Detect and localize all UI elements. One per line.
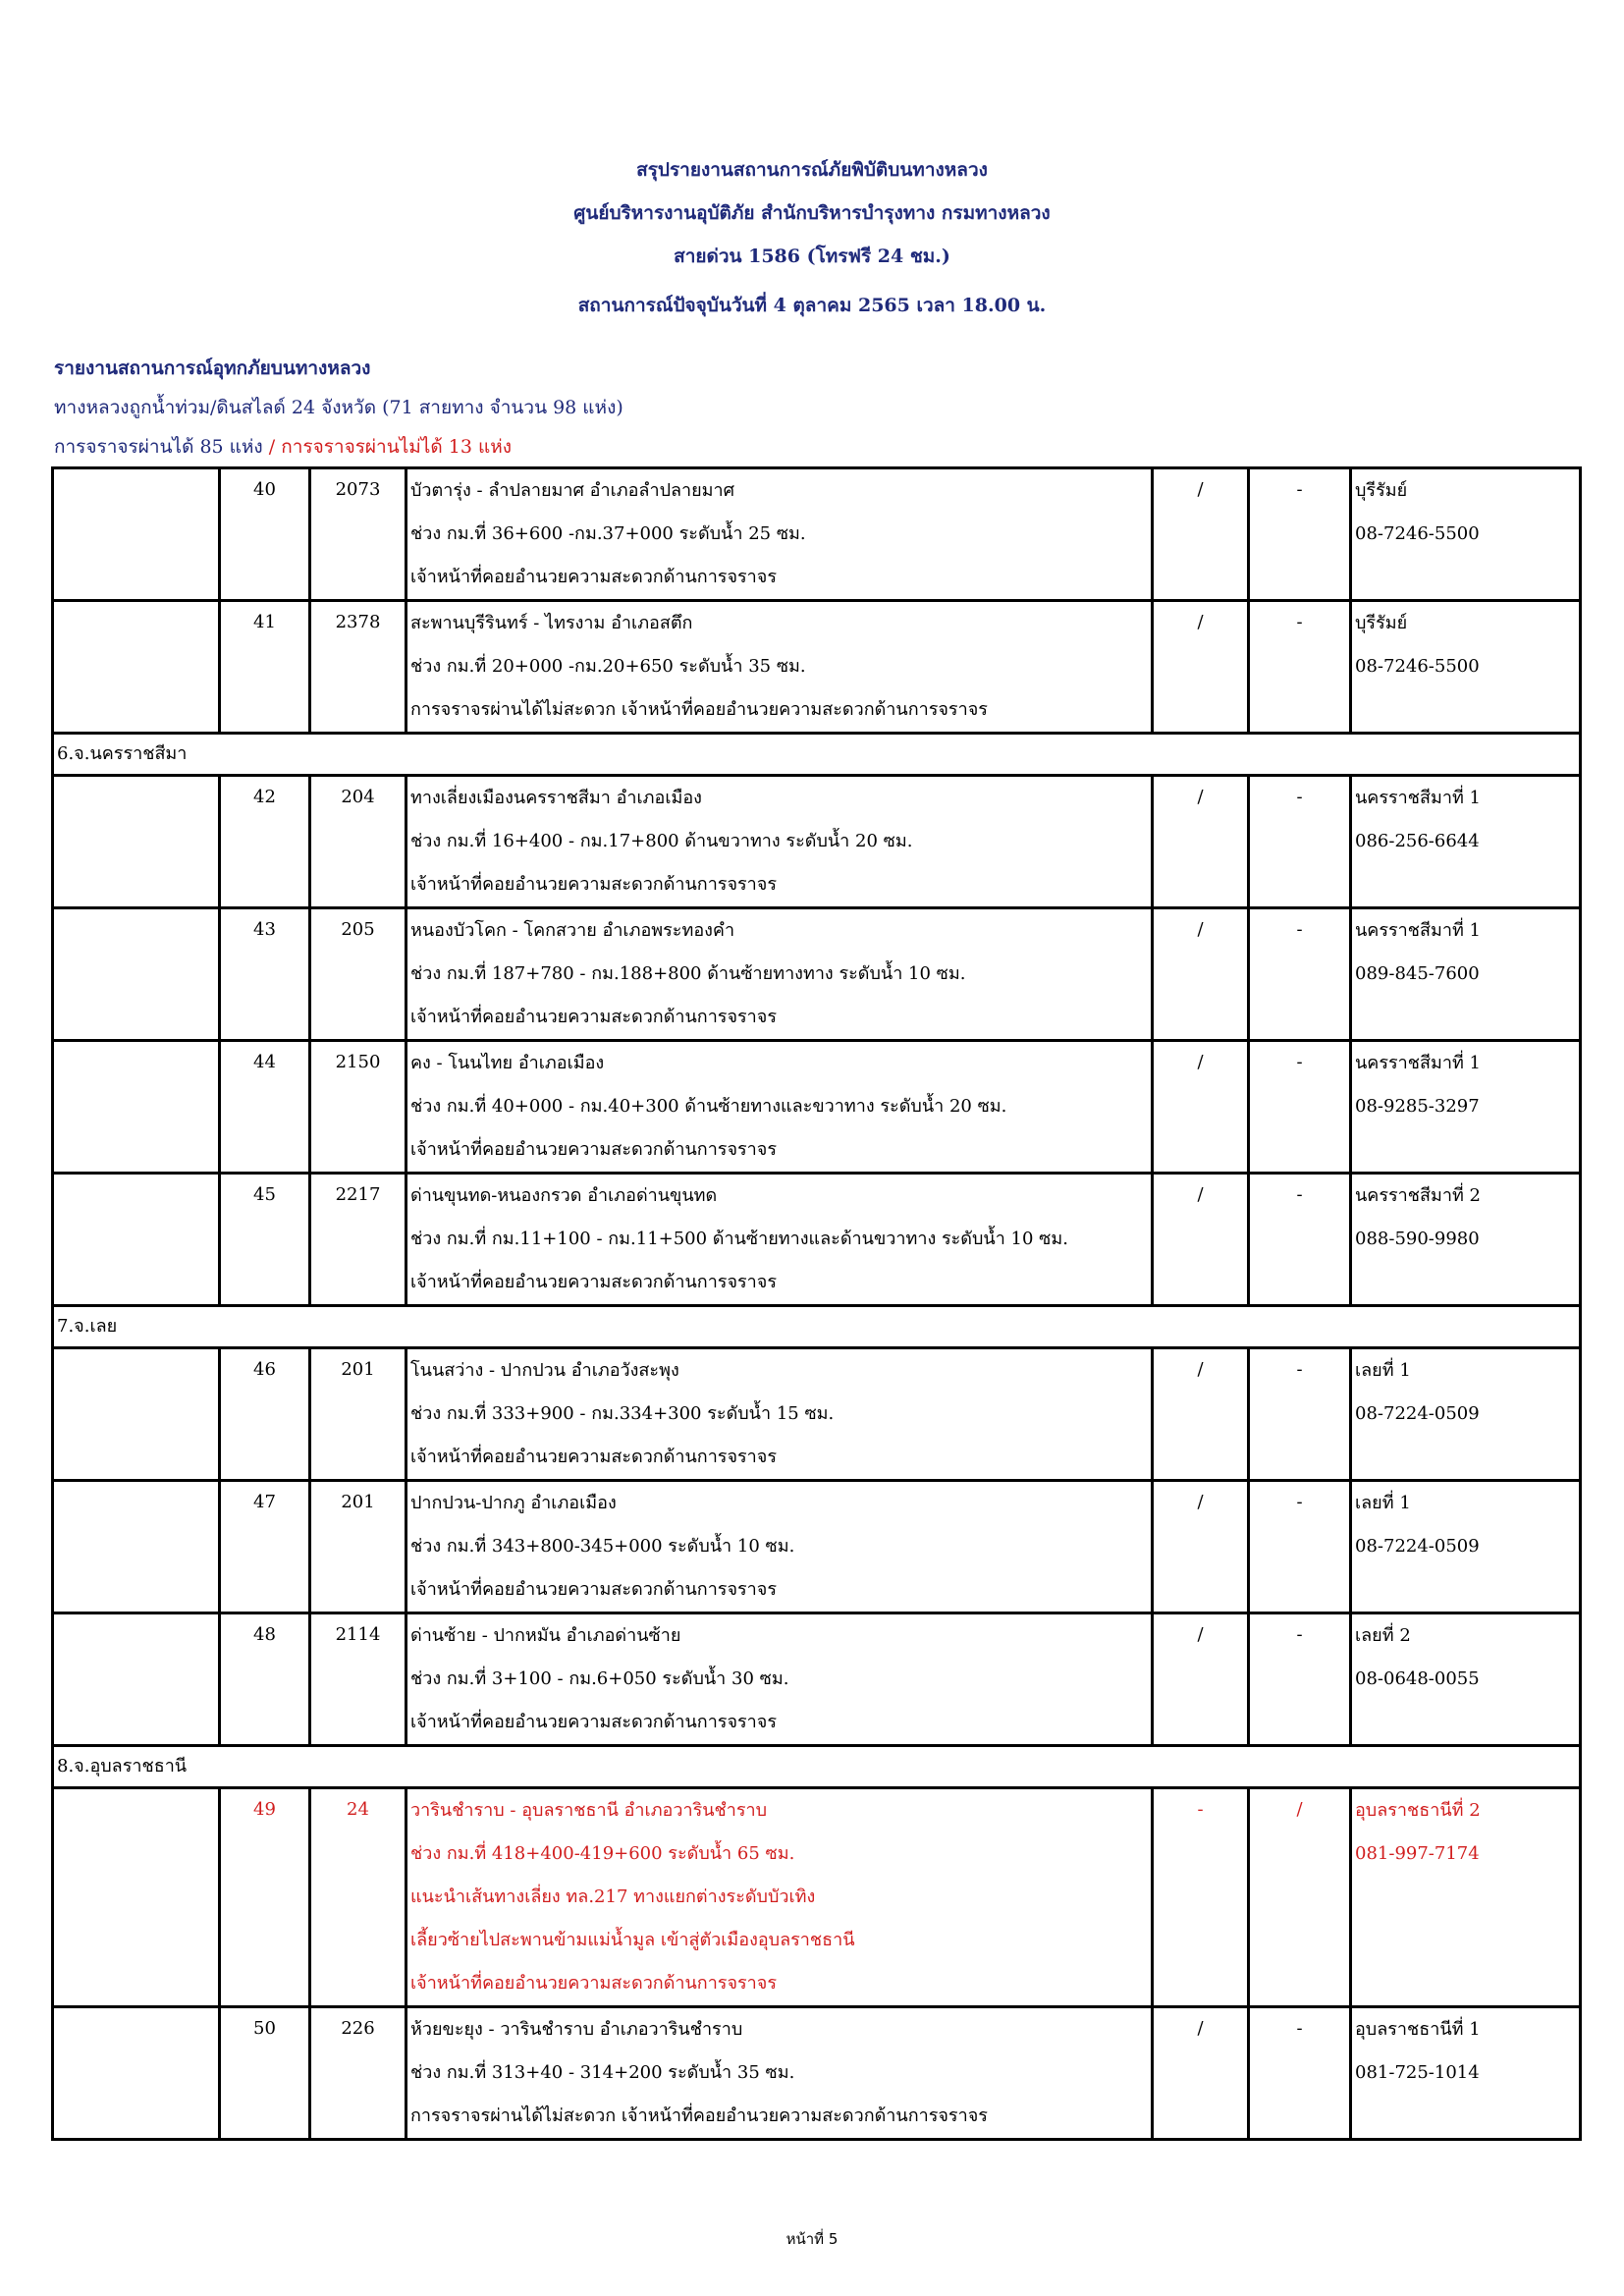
description-line: บัวตารุ่ง - ลำปลายมาศ อำเภอลำปลายมาศ [410,480,735,501]
phone-number: 08-7246-5500 [1355,656,1480,677]
location-description [406,1481,1153,1613]
impassable-mark: - [1249,1041,1351,1174]
route-number: 2073 [310,468,406,601]
impassable-mark: / [1249,1788,1351,2007]
impassable-count: / การจราจรผ่านไม่ได้ 13 แห่ง [268,436,512,458]
location-description [406,601,1153,734]
table-row [53,1041,1581,1174]
location-description [406,2007,1153,2140]
passable-mark: / [1153,1613,1249,1746]
impassable-mark: - [1249,1481,1351,1613]
phone-number: 081-725-1014 [1355,2062,1480,2083]
route-number: 24 [310,1788,406,2007]
description-line: ช่วง กม.ที่ 40+000 - กม.40+300 ด้านซ้ายทางและขวาทาง ระดับน้ำ 20 ซม. [410,1096,1007,1117]
description-line: ช่วง กม.ที่ 333+900 - กม.334+300 ระดับน้ำ 15 ซม. [410,1403,835,1424]
blank-cell [53,908,220,1041]
description-line: ด่านขุนทด-หนองกรวด อำเภอด่านขุนทด [410,1185,718,1206]
description-line: เจ้าหน้าที่คอยอำนวยความสะดวกด้านการจราจร [410,1579,778,1600]
blank-cell [53,1788,220,2007]
section-title: รายงานสถานการณ์อุทกภัยบนทางหลวง [54,357,371,379]
office-name: บุรีรัมย์ [1355,613,1408,633]
blank-cell [53,776,220,908]
phone-number: 086-256-6644 [1355,831,1480,851]
description-line: เจ้าหน้าที่คอยอำนวยความสะดวกด้านการจราจร [410,567,778,587]
table-row [53,1174,1581,1306]
description-line: เจ้าหน้าที่คอยอำนวยความสะดวกด้านการจราจร [410,1447,778,1467]
description-line: เลี้ยวซ้ายไปสะพานข้ามแม่น้ำมูล เข้าสู่ตัวเมืองอุบลราชธานี [410,1930,855,1950]
route-number: 201 [310,1481,406,1613]
office-name: บุรีรัมย์ [1355,480,1408,501]
description-line: เจ้าหน้าที่คอยอำนวยความสะดวกด้านการจราจร [410,1973,778,1994]
description-line: แนะนำเส้นทางเลี่ยง ทล.217 ทางแยกต่างระดับบัวเทิง [410,1886,816,1907]
impassable-mark: - [1249,776,1351,908]
route-number: 2114 [310,1613,406,1746]
blank-cell [53,1613,220,1746]
table-row [53,908,1581,1041]
impassable-mark: - [1249,601,1351,734]
office-name: อุบลราชธานีที่ 1 [1355,2019,1481,2040]
phone-number: 08-9285-3297 [1355,1096,1480,1117]
phone-number: 08-7246-5500 [1355,523,1480,544]
table-row [53,468,1581,601]
impassable-mark: - [1249,1174,1351,1306]
description-line: ช่วง กม.ที่ 313+40 - 314+200 ระดับน้ำ 35 ซม. [410,2062,795,2083]
impassable-mark: - [1249,1613,1351,1746]
table-row [53,1613,1581,1746]
contact-cell [1351,1788,1581,2007]
description-line: เจ้าหน้าที่คอยอำนวยความสะดวกด้านการจราจร [410,1007,778,1027]
table-row [53,601,1581,734]
office-name: นครราชสีมาที่ 2 [1355,1185,1482,1206]
item-number: 47 [220,1481,310,1613]
route-number: 2150 [310,1041,406,1174]
description-line: หนองบัวโคก - โคกสวาย อำเภอพระทองคำ [410,920,735,941]
contact-cell [1351,468,1581,601]
office-name: เลยที่ 2 [1355,1625,1411,1646]
blank-cell [53,1174,220,1306]
passable-mark: / [1153,908,1249,1041]
item-number: 45 [220,1174,310,1306]
province-label: 6.จ.นครราชสีมา [53,734,1581,776]
description-line: ช่วง กม.ที่ 16+400 - กม.17+800 ด้านขวาทาง ระดับน้ำ 20 ซม. [410,831,913,851]
impassable-mark: - [1249,908,1351,1041]
item-number: 46 [220,1348,310,1481]
office-name: เลยที่ 1 [1355,1493,1411,1513]
phone-number: 08-0648-0055 [1355,1668,1480,1689]
location-description [406,908,1153,1041]
office-name: เลยที่ 1 [1355,1360,1411,1381]
description-line: เจ้าหน้าที่คอยอำนวยความสะดวกด้านการจราจร [410,1272,778,1292]
report-hotline: สายด่วน 1586 (โทรฟรี 24 ชม.) [674,246,950,267]
report-timestamp: สถานการณ์ปัจจุบันวันที่ 4 ตุลาคม 2565 เวลา 18.00 น. [577,295,1047,316]
item-number: 43 [220,908,310,1041]
description-line: ช่วง กม.ที่ 418+400-419+600 ระดับน้ำ 65 ซม. [410,1843,795,1864]
office-name: นครราชสีมาที่ 1 [1355,788,1482,808]
impassable-mark: - [1249,2007,1351,2140]
contact-cell [1351,776,1581,908]
item-number: 44 [220,1041,310,1174]
passable-mark: / [1153,468,1249,601]
blank-cell [53,601,220,734]
table-row [53,1481,1581,1613]
contact-cell [1351,1041,1581,1174]
province-label: 7.จ.เลย [53,1306,1581,1348]
phone-number: 089-845-7600 [1355,963,1480,984]
location-description [406,1041,1153,1174]
item-number: 48 [220,1613,310,1746]
contact-cell [1351,1348,1581,1481]
item-number: 50 [220,2007,310,2140]
location-description [406,776,1153,908]
location-description [406,1788,1153,2007]
location-description [406,1174,1153,1306]
report-agency: ศูนย์บริหารงานอุบัติภัย สำนักบริหารบำรุงทาง กรมทางหลวง [573,202,1051,224]
location-description [406,468,1153,601]
phone-number: 08-7224-0509 [1355,1403,1480,1424]
incident-table [51,466,1582,2141]
province-row [53,1306,1581,1348]
office-name: นครราชสีมาที่ 1 [1355,1053,1482,1073]
passable-mark: / [1153,1174,1249,1306]
province-row [53,734,1581,776]
item-number: 41 [220,601,310,734]
passable-mark: / [1153,1481,1249,1613]
location-description [406,1348,1153,1481]
passable-mark: / [1153,601,1249,734]
phone-number: 088-590-9980 [1355,1229,1480,1249]
table-row [53,1348,1581,1481]
blank-cell [53,2007,220,2140]
description-line: ห้วยขะยุง - วารินชำราบ อำเภอวารินชำราบ [410,2019,743,2040]
description-line: ทางเลี่ยงเมืองนครราชสีมา อำเภอเมือง [410,788,702,808]
contact-cell [1351,1613,1581,1746]
description-line: ช่วง กม.ที่ 36+600 -กม.37+000 ระดับน้ำ 25 ซม. [410,523,806,544]
contact-cell [1351,601,1581,734]
province-row [53,1746,1581,1788]
contact-cell [1351,908,1581,1041]
description-line: ช่วง กม.ที่ 187+780 - กม.188+800 ด้านซ้ายทางทาง ระดับน้ำ 10 ซม. [410,963,966,984]
office-name: นครราชสีมาที่ 1 [1355,920,1482,941]
route-number: 204 [310,776,406,908]
route-number: 205 [310,908,406,1041]
contact-cell [1351,1174,1581,1306]
passable-mark: / [1153,776,1249,908]
passable-mark: / [1153,1041,1249,1174]
route-number: 201 [310,1348,406,1481]
report-title: สรุปรายงานสถานการณ์ภัยพิบัติบนทางหลวง [636,159,988,181]
table-row [53,1788,1581,2007]
description-line: การจราจรผ่านได้ไม่สะดวก เจ้าหน้าที่คอยอำนวยความสะดวกด้านการจราจร [410,2105,988,2126]
impassable-mark: - [1249,1348,1351,1481]
blank-cell [53,468,220,601]
location-description [406,1613,1153,1746]
description-line: โนนสว่าง - ปากปวน อำเภอวังสะพุง [410,1360,679,1381]
affected-summary: ทางหลวงถูกน้ำท่วม/ดินสไลด์ 24 จังหวัด (71 สายทาง จำนวน 98 แห่ง) [54,397,623,418]
phone-number: 08-7224-0509 [1355,1536,1480,1557]
description-line: วารินชำราบ - อุบลราชธานี อำเภอวารินชำราบ [410,1800,768,1821]
phone-number: 081-997-7174 [1355,1843,1480,1864]
description-line: ช่วง กม.ที่ 20+000 -กม.20+650 ระดับน้ำ 35 ซม. [410,656,806,677]
passable-mark: / [1153,2007,1249,2140]
description-line: คง - โนนไทย อำเภอเมือง [410,1053,605,1073]
item-number: 42 [220,776,310,908]
description-line: เจ้าหน้าที่คอยอำนวยความสะดวกด้านการจราจร [410,1712,778,1732]
impassable-mark: - [1249,468,1351,601]
item-number: 49 [220,1788,310,2007]
description-line: ช่วง กม.ที่ 343+800-345+000 ระดับน้ำ 10 ซม. [410,1536,795,1557]
blank-cell [53,1348,220,1481]
description-line: การจราจรผ่านได้ไม่สะดวก เจ้าหน้าที่คอยอำนวยความสะดวกด้านการจราจร [410,699,988,720]
contact-cell [1351,2007,1581,2140]
description-line: ช่วง กม.ที่ กม.11+100 - กม.11+500 ด้านซ้ายทางและด้านขวาทาง ระดับน้ำ 10 ซม. [410,1229,1068,1249]
item-number: 40 [220,468,310,601]
office-name: อุบลราชธานีที่ 2 [1355,1800,1481,1821]
passable-mark: / [1153,1348,1249,1481]
route-number: 2217 [310,1174,406,1306]
description-line: ปากปวน-ปากภู อำเภอเมือง [410,1493,617,1513]
description-line: สะพานบุรีรินทร์ - ไทรงาม อำเภอสตึก [410,613,693,633]
description-line: ช่วง กม.ที่ 3+100 - กม.6+050 ระดับน้ำ 30 ซม. [410,1668,789,1689]
table-row [53,2007,1581,2140]
route-number: 2378 [310,601,406,734]
description-line: ด่านซ้าย - ปากหมัน อำเภอด่านซ้าย [410,1625,681,1646]
description-line: เจ้าหน้าที่คอยอำนวยความสะดวกด้านการจราจร [410,874,778,895]
province-label: 8.จ.อุบลราชธานี [53,1746,1581,1788]
blank-cell [53,1041,220,1174]
passable-mark: - [1153,1788,1249,2007]
page-number: หน้าที่ 5 [785,2230,839,2248]
traffic-summary [54,432,512,462]
contact-cell [1351,1481,1581,1613]
blank-cell [53,1481,220,1613]
description-line: เจ้าหน้าที่คอยอำนวยความสะดวกด้านการจราจร [410,1139,778,1160]
route-number: 226 [310,2007,406,2140]
passable-count: การจราจรผ่านได้ 85 แห่ง [54,436,269,458]
table-row [53,776,1581,908]
